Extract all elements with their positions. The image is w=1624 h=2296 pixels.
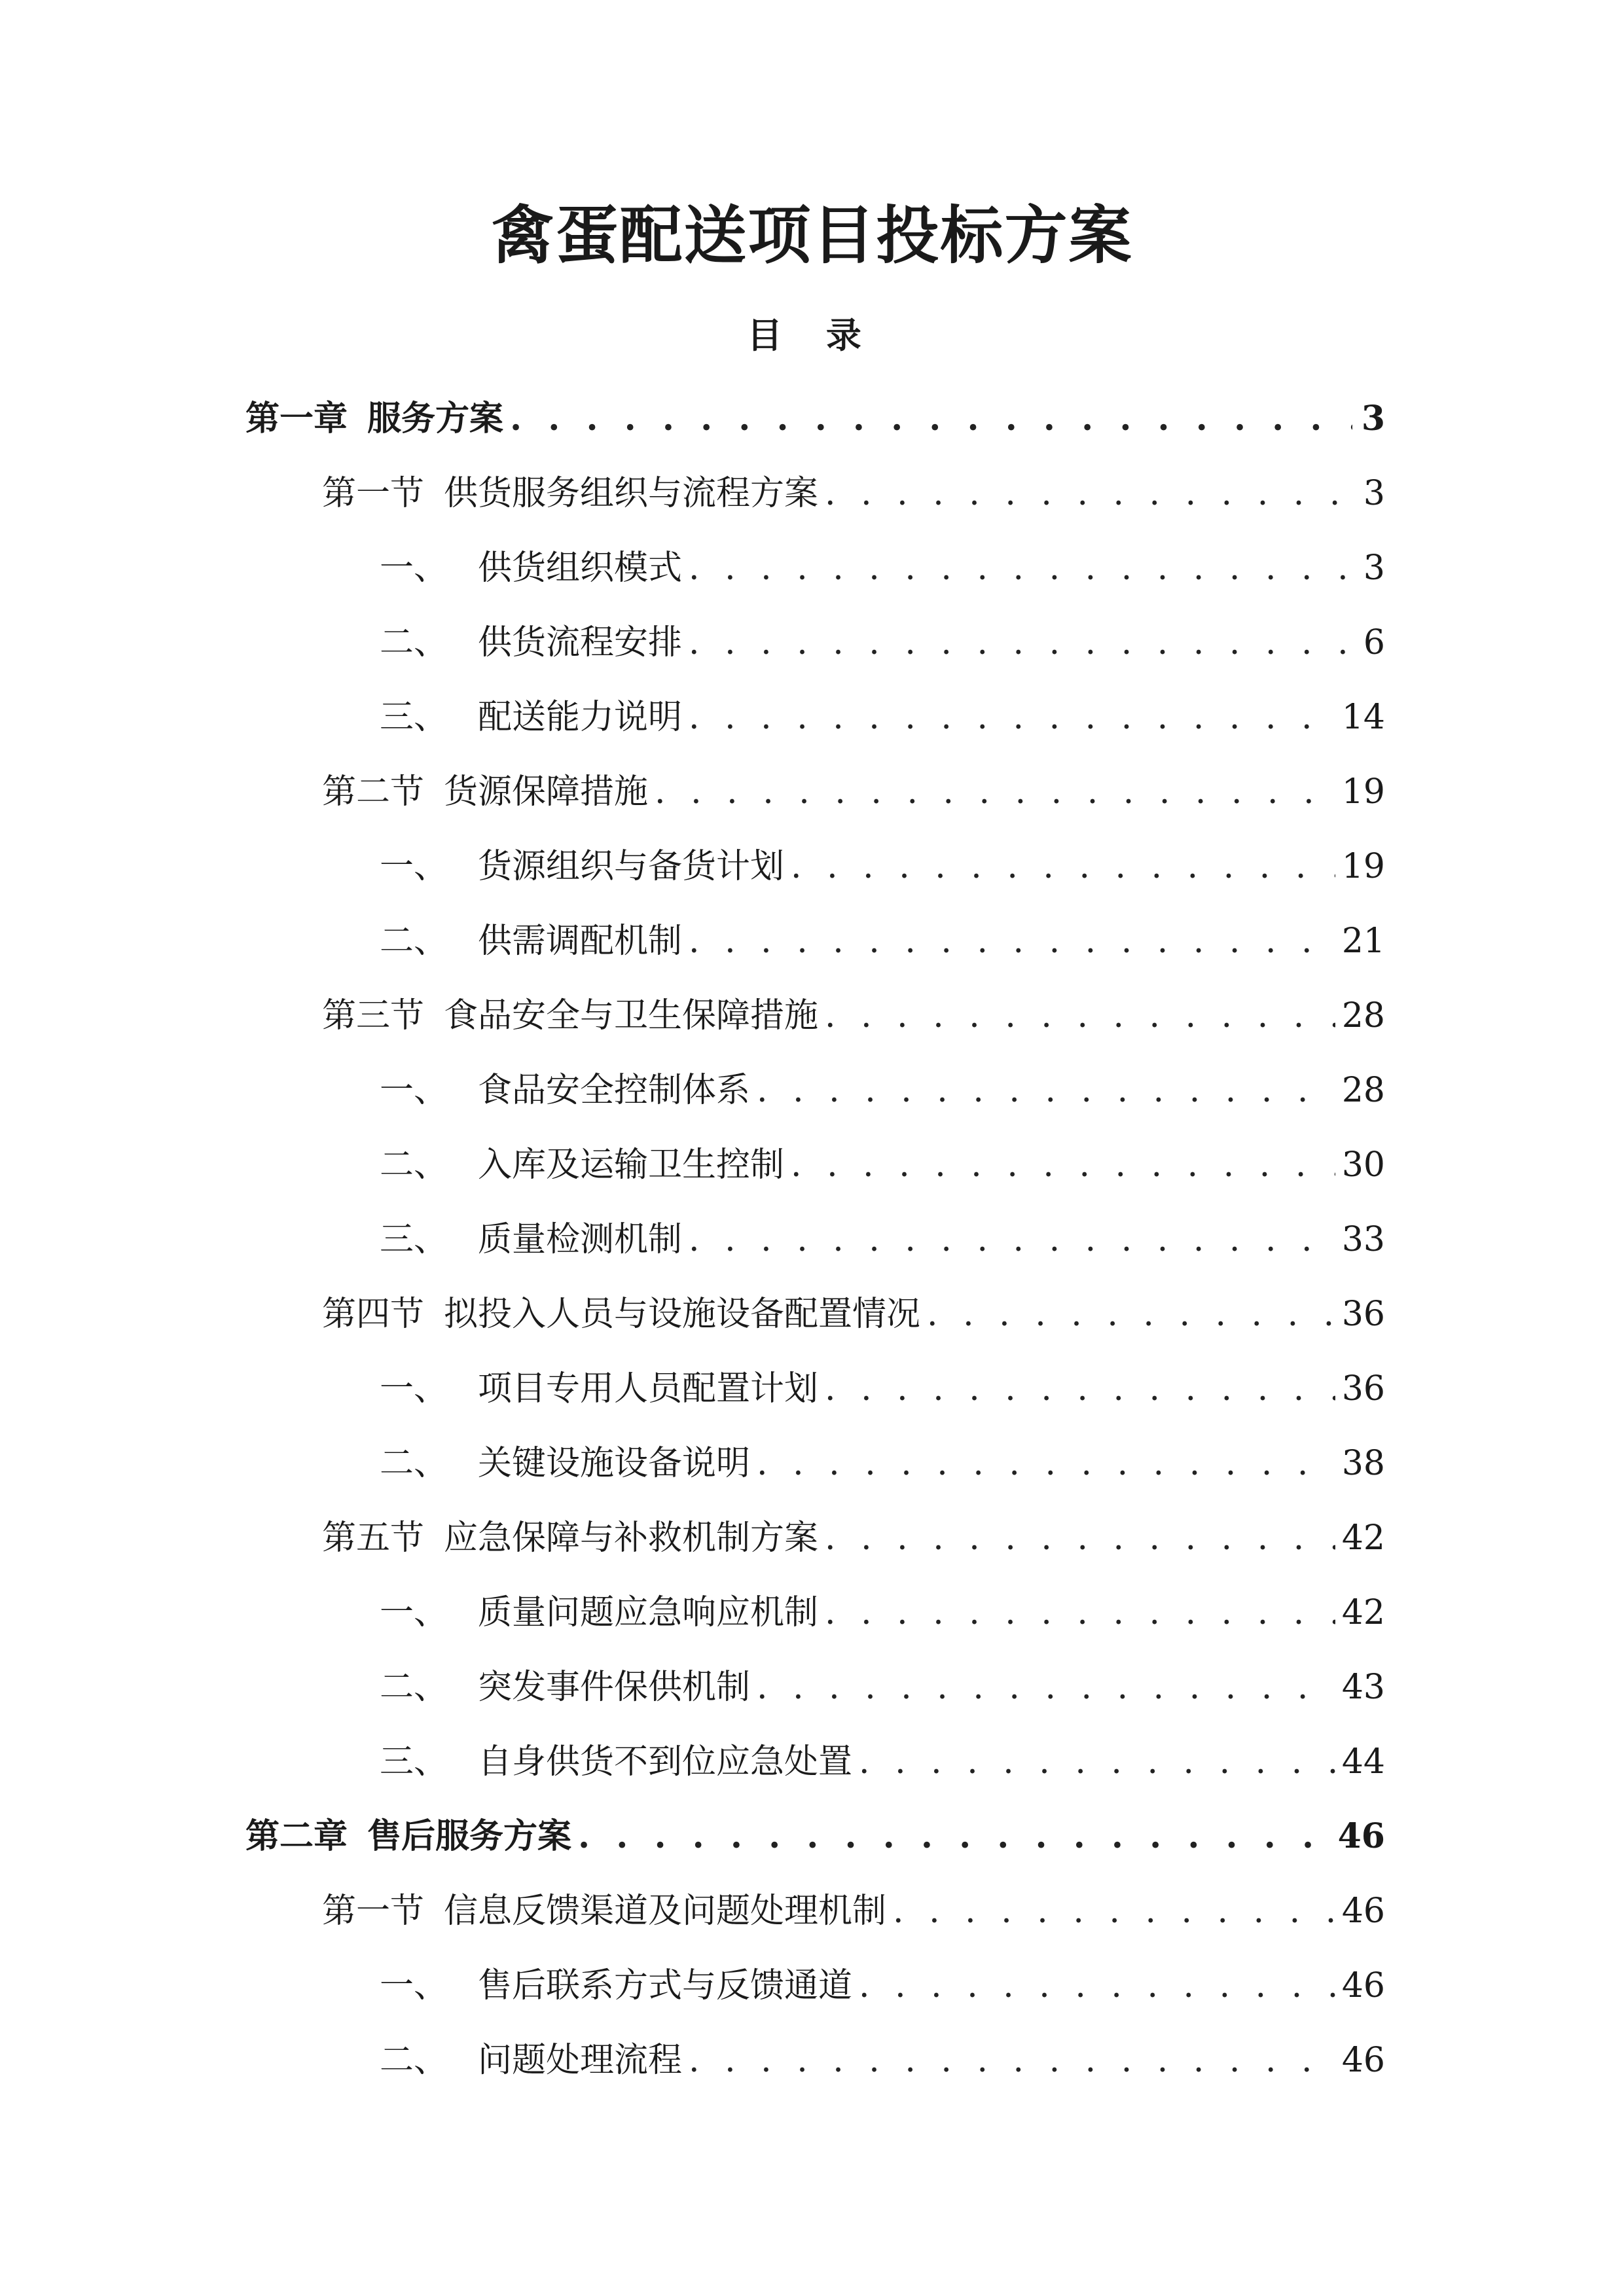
toc-subsection-entry[interactable] [380, 915, 1385, 967]
toc-subsection-entry[interactable] [380, 1213, 1385, 1266]
toc-heading: 目 录 [747, 314, 877, 356]
toc-page-number: 43 [1341, 1668, 1385, 1707]
toc-entry-number: 第二节 [322, 772, 425, 812]
toc-subsection-entry[interactable] [380, 1736, 1385, 1788]
toc-dot-leader [825, 1512, 1335, 1564]
toc-section-entry[interactable] [322, 766, 1385, 818]
toc-entry-title: 食品安全与卫生保障措施 [444, 996, 819, 1035]
toc-page-number: 44 [1341, 1742, 1385, 1782]
toc-entry-title: 问题处理流程 [478, 2041, 683, 2080]
toc-entry-number: 一、 [380, 1369, 448, 1408]
toc-section-entry[interactable] [322, 467, 1385, 520]
toc-page-number: 6 [1363, 623, 1385, 662]
toc-dot-leader [825, 990, 1335, 1042]
toc-entry-title: 货源保障措施 [444, 772, 649, 812]
toc-dot-leader [825, 467, 1352, 520]
toc-entry-number: 三、 [380, 698, 448, 737]
toc-dot-leader [655, 766, 1335, 818]
toc-page-number: 3 [1361, 399, 1385, 439]
toc-entry-number: 三、 [380, 1220, 448, 1259]
toc-entry-title: 信息反馈渠道及问题处理机制 [444, 1892, 887, 1931]
toc-dot-leader [825, 1587, 1335, 1639]
toc-entry-number: 一、 [380, 1966, 448, 2005]
toc-dot-leader [689, 2034, 1335, 2087]
toc-entry-number: 一、 [380, 548, 448, 588]
toc-entry-title: 拟投入人员与设施设备配置情况 [444, 1295, 921, 1334]
toc-entry-number: 第二章 [245, 1816, 348, 1856]
toc-dot-leader [689, 915, 1335, 967]
toc-entry-number: 二、 [380, 623, 448, 662]
toc-section-entry[interactable] [322, 1512, 1385, 1564]
toc-entry-title: 入库及运输卫生控制 [478, 1145, 785, 1185]
toc-entry-number: 第三节 [322, 996, 425, 1035]
toc-subsection-entry[interactable] [380, 1064, 1385, 1117]
toc-entry-number: 一、 [380, 1593, 448, 1632]
toc-page-number: 46 [1337, 1816, 1385, 1856]
toc-entry-title: 自身供货不到位应急处置 [478, 1742, 853, 1782]
toc-entry-number: 二、 [380, 2041, 448, 2080]
toc-entry-number: 第一节 [322, 474, 425, 513]
toc-section-entry[interactable] [322, 1288, 1385, 1340]
toc-entry-number: 第一节 [322, 1892, 425, 1931]
toc-dot-leader [757, 1661, 1335, 1713]
toc-entry-number: 第四节 [322, 1295, 425, 1334]
toc-dot-leader [578, 1810, 1331, 1863]
toc-page-number: 3 [1363, 548, 1385, 588]
toc-page-number: 42 [1341, 1593, 1385, 1632]
toc-subsection-entry[interactable] [380, 1437, 1385, 1490]
toc-page-number: 36 [1341, 1369, 1385, 1408]
toc-subsection-entry[interactable] [380, 542, 1385, 594]
toc-entry-number: 第五节 [322, 1518, 425, 1558]
toc-page-number: 46 [1341, 1892, 1385, 1931]
toc-subsection-entry[interactable] [380, 691, 1385, 744]
toc-entry-title: 售后服务方案 [367, 1816, 572, 1856]
toc-entry-title: 食品安全控制体系 [478, 1071, 751, 1110]
toc-dot-leader [859, 1736, 1335, 1788]
toc-entry-title: 供货组织模式 [478, 548, 683, 588]
toc-page-number: 28 [1341, 996, 1385, 1035]
toc-entry-title: 供货流程安排 [478, 623, 683, 662]
toc-section-entry[interactable] [322, 990, 1385, 1042]
toc-dot-leader [927, 1288, 1335, 1340]
toc-chapter-entry[interactable] [245, 393, 1385, 445]
toc-page-number: 38 [1341, 1444, 1385, 1483]
toc-subsection-entry[interactable] [380, 1661, 1385, 1713]
toc-page-number: 36 [1341, 1295, 1385, 1334]
toc-entry-title: 质量问题应急响应机制 [478, 1593, 819, 1632]
document-title: 禽蛋配送项目投标方案 [491, 198, 1133, 272]
toc-page-number: 30 [1341, 1145, 1385, 1185]
toc-page-number: 33 [1341, 1220, 1385, 1259]
toc-entry-number: 三、 [380, 1742, 448, 1782]
toc-entry-title: 售后联系方式与反馈通道 [478, 1966, 853, 2005]
toc-section-entry[interactable] [322, 1885, 1385, 1937]
toc-entry-title: 供货服务组织与流程方案 [444, 474, 819, 513]
toc-entry-title: 供需调配机制 [478, 922, 683, 961]
toc-subsection-entry[interactable] [380, 1960, 1385, 2012]
toc-subsection-entry[interactable] [380, 1363, 1385, 1415]
toc-entry-number: 一、 [380, 847, 448, 886]
toc-dot-leader [859, 1960, 1335, 2012]
toc-page-number: 14 [1341, 698, 1385, 737]
toc-page-number: 46 [1341, 2041, 1385, 2080]
toc-dot-leader [893, 1885, 1335, 1937]
toc-entry-number: 二、 [380, 1444, 448, 1483]
toc-dot-leader [510, 393, 1352, 445]
toc-entry-title: 服务方案 [367, 399, 504, 439]
toc-entry-number: 第一章 [245, 399, 348, 439]
toc-dot-leader [689, 617, 1352, 669]
toc-subsection-entry[interactable] [380, 1139, 1385, 1191]
toc-subsection-entry[interactable] [380, 2034, 1385, 2087]
toc-page-number: 19 [1341, 847, 1385, 886]
toc-entry-title: 应急保障与补救机制方案 [444, 1518, 819, 1558]
toc-subsection-entry[interactable] [380, 617, 1385, 669]
toc-page-number: 42 [1341, 1518, 1385, 1558]
toc-dot-leader [689, 1213, 1335, 1266]
toc-entry-number: 二、 [380, 922, 448, 961]
toc-subsection-entry[interactable] [380, 840, 1385, 893]
toc-dot-leader [757, 1437, 1335, 1490]
toc-page-number: 46 [1341, 1966, 1385, 2005]
toc-subsection-entry[interactable] [380, 1587, 1385, 1639]
toc-entry-title: 关键设施设备说明 [478, 1444, 751, 1483]
toc-entry-title: 配送能力说明 [478, 698, 683, 737]
toc-dot-leader [689, 691, 1335, 744]
toc-dot-leader [791, 1139, 1335, 1191]
toc-entry-number: 一、 [380, 1071, 448, 1110]
toc-dot-leader [825, 1363, 1335, 1415]
toc-page-number: 28 [1341, 1071, 1385, 1110]
toc-chapter-entry[interactable] [245, 1810, 1385, 1863]
toc-dot-leader [689, 542, 1352, 594]
toc-entry-number: 二、 [380, 1668, 448, 1707]
toc-entry-title: 货源组织与备货计划 [478, 847, 785, 886]
toc-page-number: 3 [1363, 474, 1385, 513]
toc-entry-title: 质量检测机制 [478, 1220, 683, 1259]
toc-page-number: 19 [1341, 772, 1385, 812]
toc-entry-number: 二、 [380, 1145, 448, 1185]
toc-page-number: 21 [1341, 922, 1385, 961]
toc-entry-title: 项目专用人员配置计划 [478, 1369, 819, 1408]
toc-entry-title: 突发事件保供机制 [478, 1668, 751, 1707]
toc-dot-leader [757, 1064, 1335, 1117]
toc-dot-leader [791, 840, 1335, 893]
